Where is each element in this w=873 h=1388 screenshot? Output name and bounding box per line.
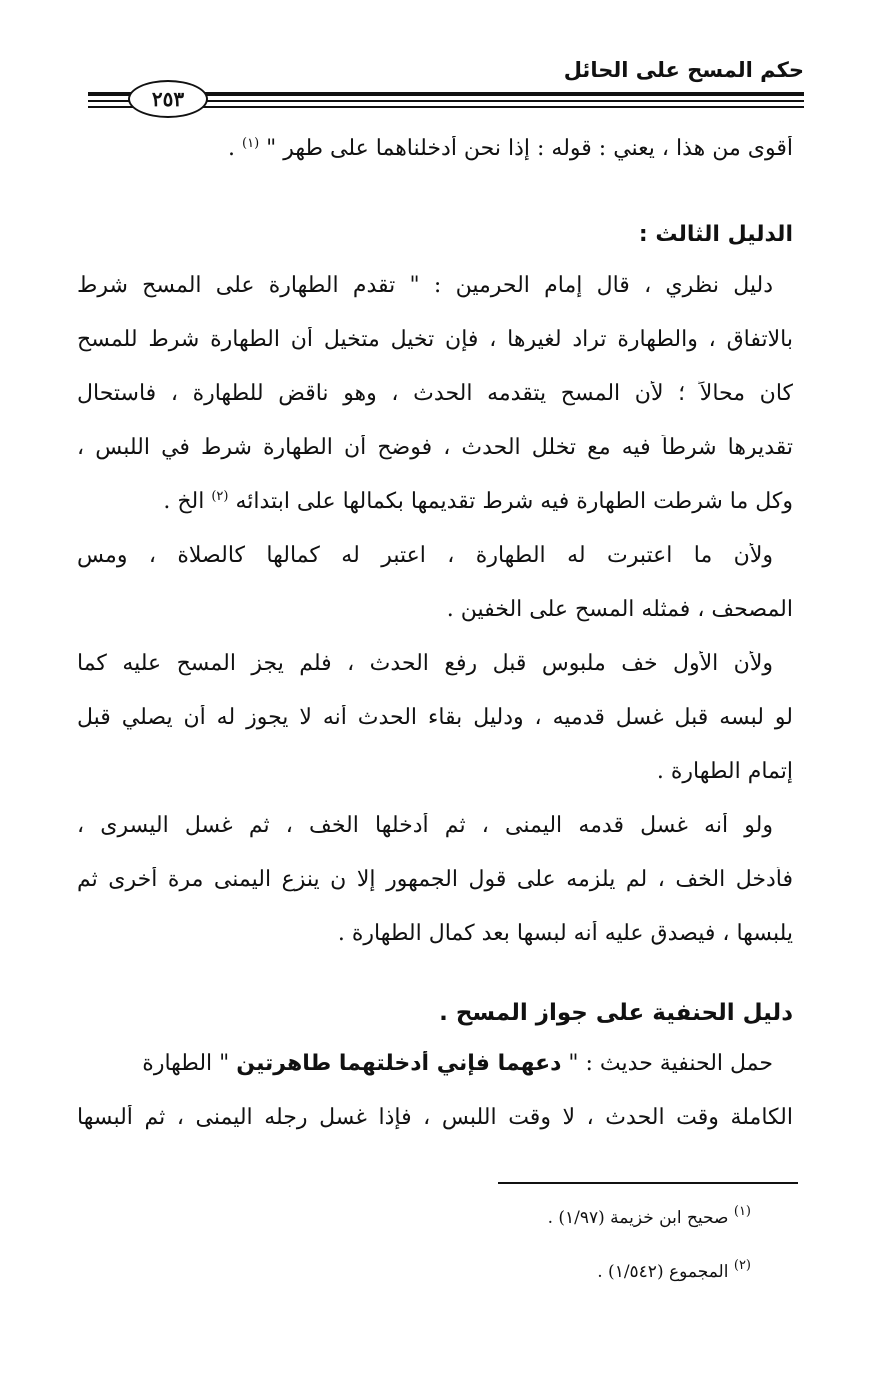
- page-header: [88, 52, 804, 124]
- body-line: كان محالاً ؛ لأن المسح يتقدمه الحدث ، وهو ناقض للطهارة ، فاستحال: [77, 381, 793, 406]
- body-line: ولأن الأول خف ملبوس قبل رفع الحدث ، فلم يجز المسح عليه كما: [77, 651, 773, 676]
- body-text: أقوى من هذا ، يعني : قوله : إذا نحن أدخلناهما على طهر ": [259, 136, 793, 161]
- footnote-marker: (١): [733, 1204, 751, 1219]
- body-line: [77, 136, 793, 162]
- page-number: ٢٥٣: [128, 80, 208, 118]
- footnote-1: [547, 1204, 751, 1228]
- footnote-2: [597, 1258, 751, 1282]
- section-heading: دليل الحنفية على جواز المسح .: [439, 1000, 793, 1026]
- running-title: حكم المسح على الحائل: [563, 58, 804, 82]
- footnote-marker: (٢): [733, 1258, 751, 1273]
- body-line: ولأن ما اعتبرت له الطهارة ، اعتبر له كمالها كالصلاة ، ومس: [77, 543, 773, 568]
- body-line: ولو أنه غسل قدمه اليمنى ، ثم أدخلها الخف ، ثم غسل اليسرى ،: [77, 813, 773, 838]
- body-text: حمل الحنفية حديث : ": [561, 1051, 773, 1076]
- body-line: لو لبسه قبل غسل قدميه ، ودليل بقاء الحدث أنه لا يجوز له أن يصلي قبل: [77, 705, 793, 730]
- section-heading: الدليل الثالث :: [638, 222, 793, 247]
- body-line: المصحف ، فمثله المسح على الخفين .: [446, 597, 793, 622]
- body-line: يلبسها ، فيصدق عليه أنه لبسها بعد كمال الطهارة .: [337, 921, 793, 946]
- footnote-text: صحيح ابن خزيمة (١/٩٧) .: [547, 1208, 734, 1228]
- body-text: " الطهارة: [142, 1051, 237, 1076]
- body-line: تقديرها شرطاً فيه مع تخلل الحدث ، فوضح أن الطهارة شرط في اللبس ،: [77, 435, 793, 460]
- body-line: [77, 1051, 793, 1077]
- body-line: بالاتفاق ، والطهارة تراد لغيرها ، فإن تخيل متخيل أن الطهارة شرط للمسح: [77, 327, 793, 352]
- body-text: وكل ما شرطت الطهارة فيه شرط تقديمها بكمالها على ابتدائه: [228, 489, 793, 514]
- body-line: إتمام الطهارة .: [656, 759, 793, 784]
- footnote-separator: [498, 1182, 798, 1184]
- footnote-text: المجموع (١/٥٤٢) .: [597, 1262, 734, 1282]
- hadith-quote: دعهما فإني أدخلتهما طاهرتين: [236, 1051, 562, 1076]
- body-line: [77, 489, 793, 515]
- body-text: .: [228, 136, 243, 161]
- body-line: فأدخل الخف ، لم يلزمه على قول الجمهور إلا ن ينزع اليمنى مرة أخرى ثم: [77, 867, 793, 892]
- footnote-ref: (١): [242, 136, 260, 151]
- body-text: الخ .: [163, 489, 212, 514]
- body-line: دليل نظري ، قال إمام الحرمين : " تقدم الطهارة على المسح شرط: [77, 273, 773, 298]
- footnote-ref: (٢): [211, 489, 229, 504]
- body-line: الكاملة وقت الحدث ، لا وقت اللبس ، فإذا غسل رجله اليمنى ، ثم ألبسها: [77, 1105, 793, 1130]
